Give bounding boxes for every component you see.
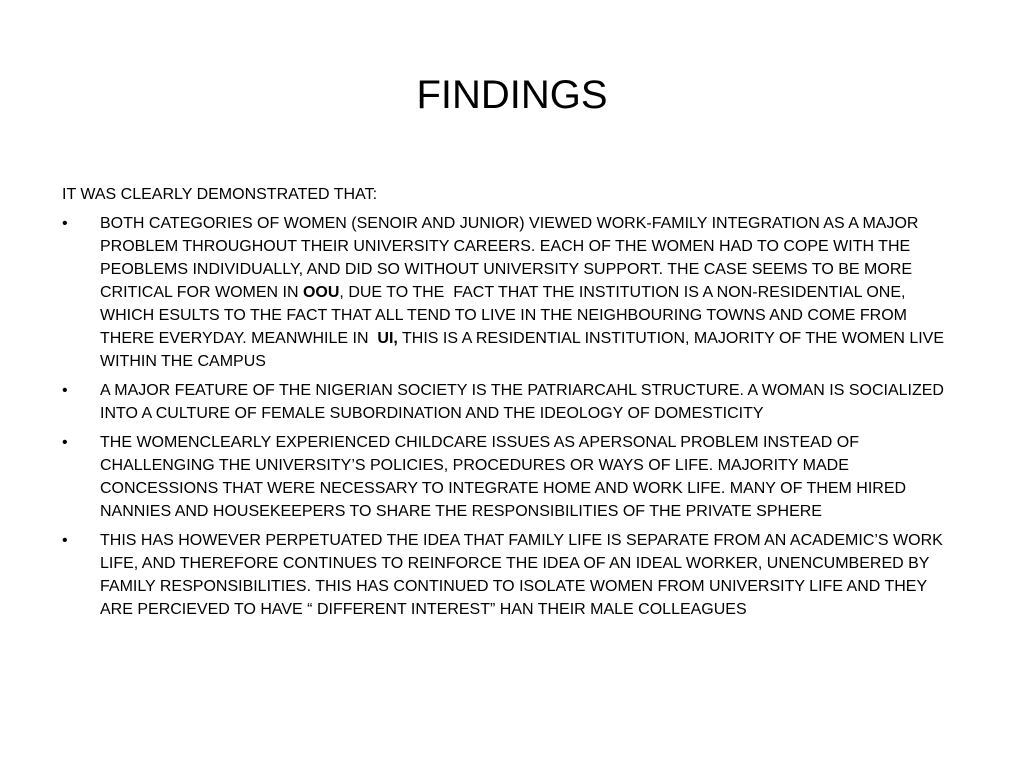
finding-item — [62, 431, 962, 523]
findings-list — [62, 212, 962, 621]
finding-text: A MAJOR FEATURE OF THE NIGERIAN SOCIETY IS THE PATRIARCAHL STRUCTURE. A WOMAN IS SOCIALIZED INTO A CULTURE OF FEMALE SUBORDINATION AND THE IDEOLOGY OF DOMESTICITY — [100, 382, 949, 422]
institution-abbrev-ui: UI, — [377, 330, 398, 347]
institution-abbrev-oou: OOU — [302, 284, 340, 301]
bullet-icon: • — [62, 434, 68, 451]
slide-title: FINDINGS — [416, 73, 608, 117]
finding-text-segment: , DUE TO THE FACT THAT THE INSTITUTION IS A NON-RESIDENTIAL ONE, WHICH ESULTS TO THE FACT THAT ALL TEND TO LIVE IN THE NEIGHBOURING TOWNS AND COME FROM THERE EVERYDAY. MEANWHILE IN — [100, 284, 912, 347]
bullet-icon: • — [62, 532, 68, 549]
bullet-icon: • — [62, 382, 68, 399]
intro-text: IT WAS CLEARLY DEMONSTRATED THAT: — [62, 186, 378, 203]
finding-item — [62, 379, 962, 425]
finding-text: THE WOMENCLEARLY EXPERIENCED CHILDCARE ISSUES AS APERSONAL PROBLEM INSTEAD OF CHALLENGING THE UNIVERSITY’S POLICIES, PROCEDURES OR WAYS OF LIFE. MAJORITY MADE CONCESSIONS THAT WERE NECESSARY TO INTEGRATE HOME AND WORK LIFE. MANY OF THEM HIRED NANNIES AND HOUSEKEEPERS TO SHARE THE RESPONSIBILITIES OF THE PRIVATE SPHERE — [100, 434, 911, 520]
bullet-icon: • — [62, 215, 68, 232]
finding-text-segment: BOTH CATEGORIES OF WOMEN (SENOIR AND JUNIOR) VIEWED WORK-FAMILY INTEGRATION AS A MAJOR PROBLEM THROUGHOUT THEIR UNIVERSITY CAREERS. EACH OF THE WOMEN HAD TO COPE WITH THE PEOBLEMS INDIVIDUALLY, AND DID SO WITHOUT UNIVERSITY SUPPORT. THE CASE SEEMS TO BE MORE CRITICAL FOR WOMEN IN — [100, 215, 928, 301]
finding-text-segment: THIS IS A RESIDENTIAL INSTITUTION, MAJORITY OF THE WOMEN LIVE WITHIN THE CAMPUS — [100, 330, 949, 370]
finding-text — [100, 215, 948, 370]
finding-text: THIS HAS HOWEVER PERPETUATED THE IDEA THAT FAMILY LIFE IS SEPARATE FROM AN ACADEMIC’S WORK LIFE, AND THEREFORE CONTINUES TO REINFORCE THE IDEA OF AN IDEAL WORKER, UNENCUMBERED BY FAMILY RESPONSIBILITIES. THIS HAS CONTINUED TO ISOLATE WOMEN FROM UNIVERSITY LIFE AND THEY ARE PERCIEVED TO HAVE “ DIFFERENT INTEREST” HAN THEIR MALE COLLEAGUES — [100, 532, 948, 618]
slide-body — [62, 183, 962, 627]
finding-item — [62, 529, 962, 621]
finding-item — [62, 212, 962, 373]
